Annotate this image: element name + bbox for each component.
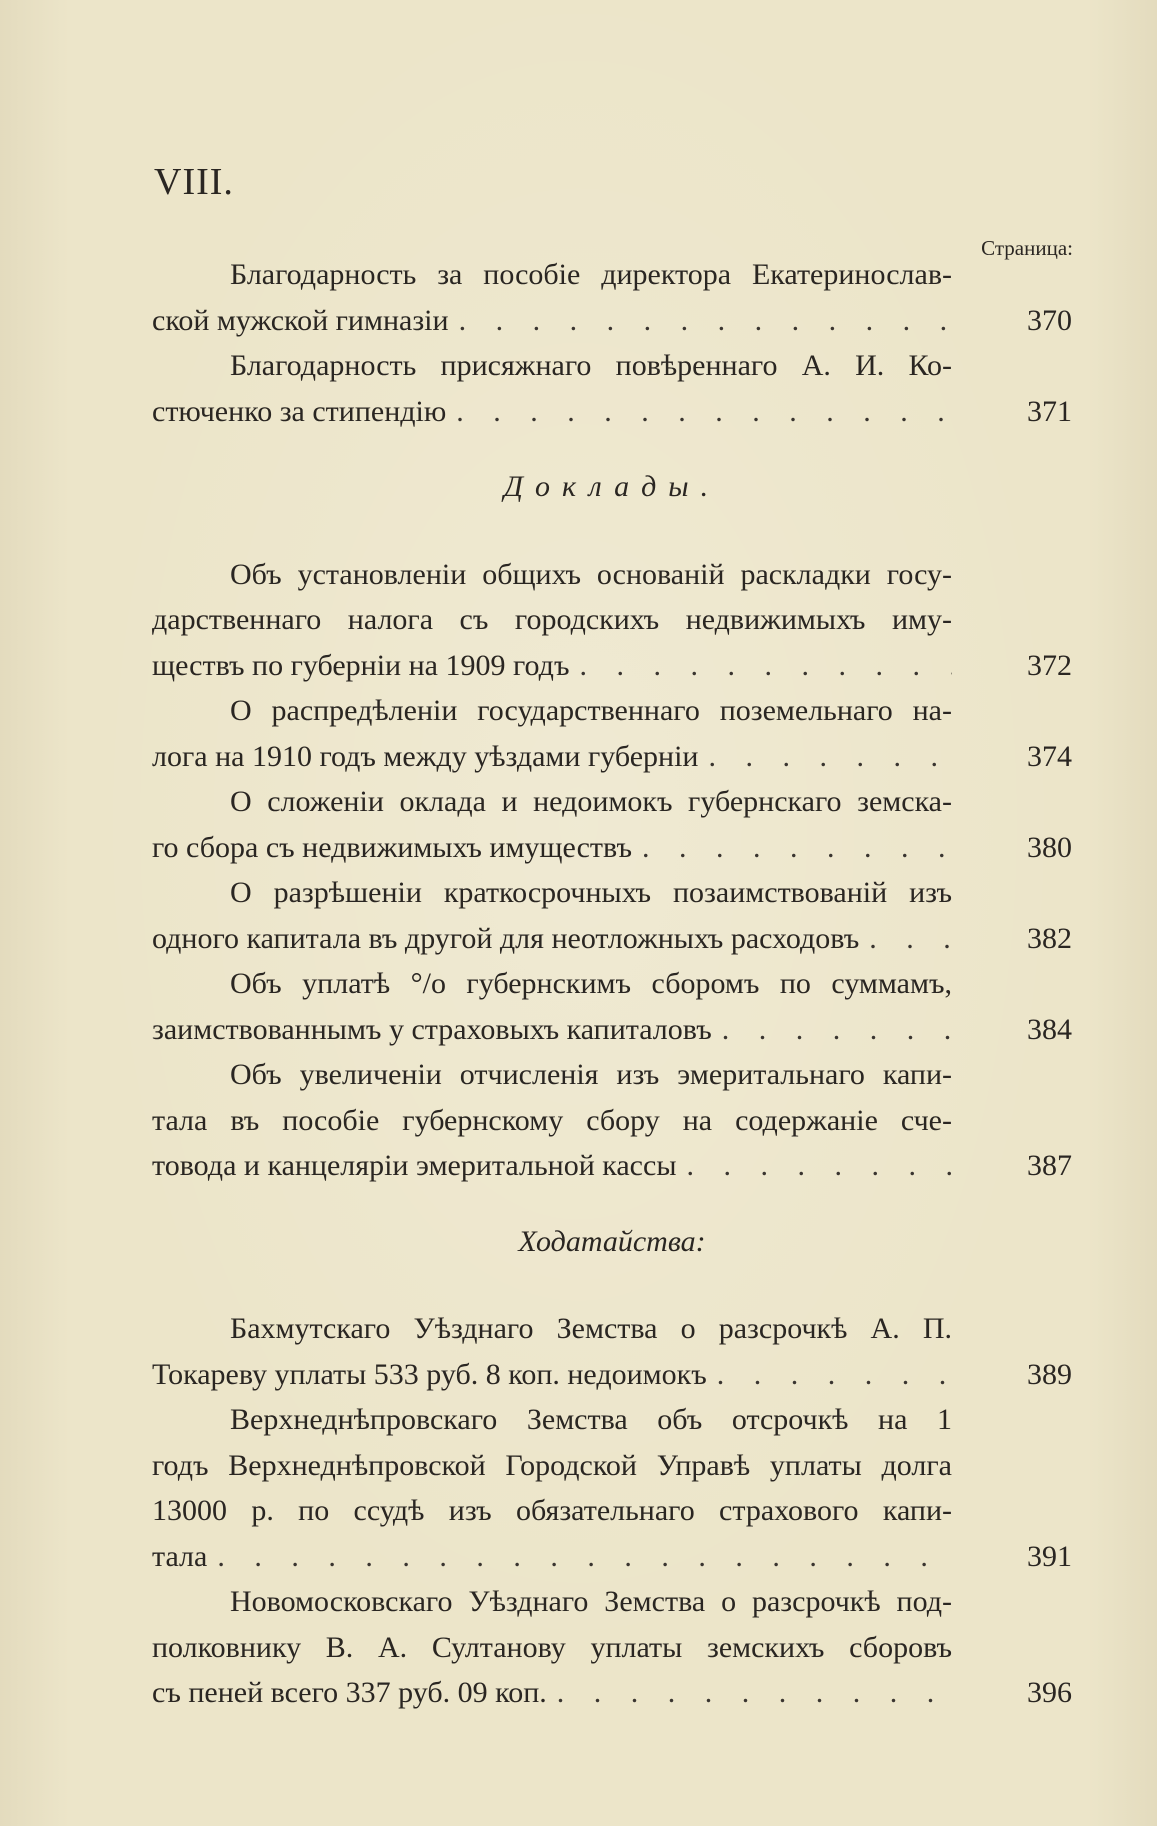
entry-final-line xyxy=(152,1143,1072,1189)
entry-text: стюченко за стипендію xyxy=(152,394,447,428)
page-reference: 396 xyxy=(1027,1676,1072,1709)
dot-leader xyxy=(707,1352,952,1398)
toc-entry[interactable] xyxy=(152,252,1072,343)
page-reference: 371 xyxy=(1027,394,1072,428)
dot-leader xyxy=(859,916,952,962)
toc-section xyxy=(152,1306,1072,1716)
toc-entry[interactable] xyxy=(152,1052,1072,1189)
page-reference: 382 xyxy=(1027,921,1072,955)
entry-line: О сложеніи оклада и недоимокъ губернскаго земска- xyxy=(230,785,952,818)
page-reference: 374 xyxy=(1027,739,1072,773)
dot-leader xyxy=(446,389,952,435)
entry-final-line xyxy=(152,643,1072,689)
entry-line: Благодарность за пособіе директора Екатеринослав- xyxy=(230,258,952,291)
entry-line: 13000 р. по ссудѣ изъ обязательнаго страхового капи- xyxy=(152,1494,952,1527)
dot-leader xyxy=(449,298,952,344)
toc-entry[interactable] xyxy=(152,961,1072,1052)
entry-text: лога на 1910 годъ между уѣздами губерніи xyxy=(152,739,699,773)
entry-line: Бахмутскаго Уѣзднаго Земства о разсрочкѣ А. П. xyxy=(230,1312,952,1345)
entry-line: О распредѣленіи государственнаго поземельнаго на- xyxy=(230,694,952,727)
entry-final-line xyxy=(152,916,1072,962)
entry-final-line xyxy=(152,1352,1072,1398)
dot-leader xyxy=(569,643,952,689)
page-reference: 380 xyxy=(1027,830,1072,864)
entry-text: ществъ по губерніи на 1909 годъ xyxy=(152,648,570,682)
dot-leader xyxy=(207,1534,952,1580)
column-header: Страница: xyxy=(981,236,1073,260)
entry-final-line xyxy=(152,1670,1072,1716)
entry-line: полковнику В. А. Султанову уплаты земскихъ сборовъ xyxy=(152,1630,952,1664)
entry-line: дарственнаго налога съ городскихъ недвижимыхъ иму- xyxy=(152,603,952,636)
entry-text: заимствованнымъ у страховыхъ капиталовъ xyxy=(152,1012,712,1046)
page-reference: 372 xyxy=(1027,648,1072,682)
entry-text: ской мужской гимназіи xyxy=(152,303,449,337)
section-title: Доклады. xyxy=(503,470,721,503)
entry-line: Новомосковскаго Уѣзднаго Земства о разсрочкѣ под- xyxy=(230,1585,952,1618)
page-reference: 391 xyxy=(1027,1539,1072,1573)
entry-final-line xyxy=(152,298,1072,344)
dot-leader xyxy=(632,825,952,871)
entry-final-line xyxy=(152,389,1072,435)
entry-line: Благодарность присяжнаго повѣреннаго А. И. Ко- xyxy=(230,349,952,382)
dot-leader xyxy=(676,1143,952,1189)
entry-final-line xyxy=(152,1007,1072,1053)
page-number: VIII. xyxy=(154,161,234,203)
dot-leader xyxy=(698,734,952,780)
page-reference: 370 xyxy=(1027,303,1072,337)
toc-entry[interactable] xyxy=(152,870,1072,961)
entry-text: тала xyxy=(152,1539,208,1573)
page-reference: 387 xyxy=(1027,1149,1072,1182)
toc-entry[interactable] xyxy=(152,779,1072,870)
entry-text: одного капитала въ другой для неотложныхъ расходовъ xyxy=(152,921,860,955)
entry-final-line xyxy=(152,825,1072,871)
toc-entry[interactable] xyxy=(152,343,1072,434)
entry-line: О разрѣшеніи краткосрочныхъ позаимствованій изъ xyxy=(230,876,952,909)
toc-entry[interactable] xyxy=(152,1306,1072,1397)
entry-final-line xyxy=(152,734,1072,780)
table-of-contents xyxy=(152,252,1072,1716)
dot-leader xyxy=(547,1670,952,1716)
entry-text: товода и канцеляріи эмеритальной кассы xyxy=(152,1149,677,1182)
entry-text: го сбора съ недвижимыхъ имуществъ xyxy=(152,830,632,864)
entry-line: годъ Верхнеднѣпровской Городской Управѣ уплаты долга xyxy=(152,1448,952,1482)
entry-line: Верхнеднѣпровскаго Земства объ отсрочкѣ на 1 xyxy=(230,1403,952,1436)
entry-text: Токареву уплаты 533 руб. 8 коп. недоимокъ xyxy=(152,1357,707,1391)
toc-section xyxy=(152,552,1072,1189)
entry-text: съ пеней всего 337 руб. 09 коп. xyxy=(152,1676,547,1709)
section-title: Ходатайства: xyxy=(518,1224,706,1258)
page-reference: 384 xyxy=(1027,1012,1072,1046)
toc-entry[interactable] xyxy=(152,688,1072,779)
toc-entry[interactable] xyxy=(152,1397,1072,1579)
page-reference: 389 xyxy=(1027,1357,1072,1391)
dot-leader xyxy=(712,1007,952,1053)
toc-entry[interactable] xyxy=(152,552,1072,689)
entry-line: Объ установленіи общихъ основаній раскладки госу- xyxy=(230,557,952,591)
entry-final-line xyxy=(152,1534,1072,1580)
toc-entry[interactable] xyxy=(152,1579,1072,1716)
entry-line: Объ увеличеніи отчисленія изъ эмеритальнаго капи- xyxy=(230,1058,952,1091)
entry-line: Объ уплатѣ °/о губернскимъ сборомъ по суммамъ, xyxy=(230,967,952,1000)
entry-line: тала въ пособіе губернскому сбору на содержаніе сче- xyxy=(152,1103,952,1137)
toc-section xyxy=(152,252,1072,434)
